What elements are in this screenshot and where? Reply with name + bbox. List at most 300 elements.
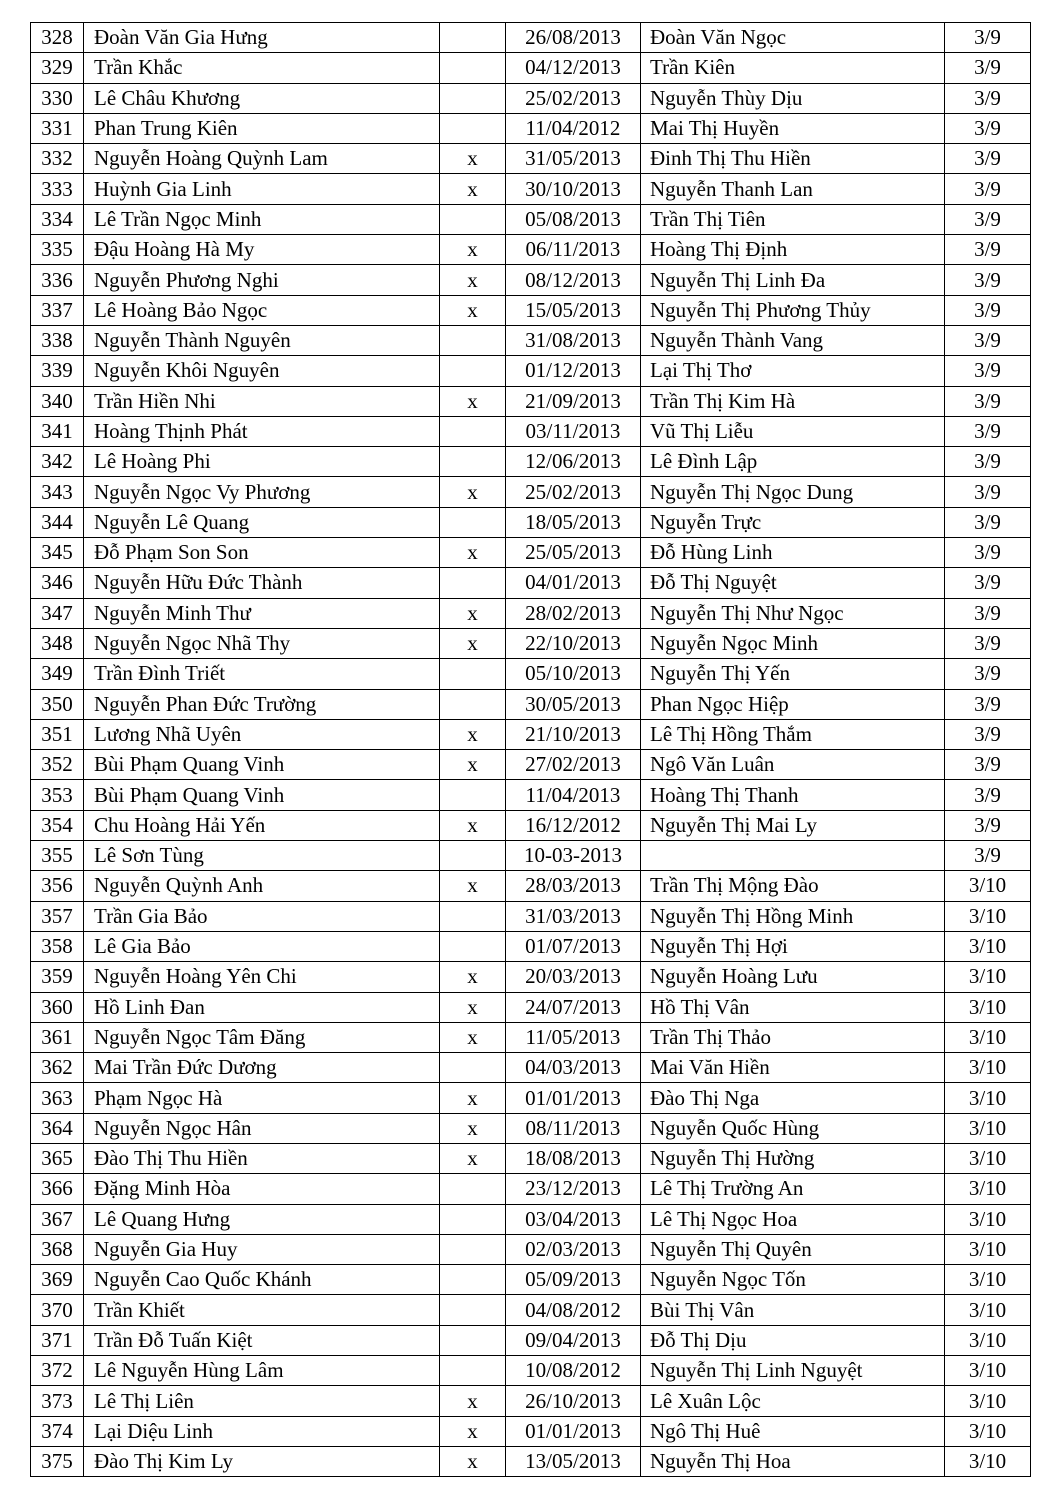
class-name-cell: 3/10 bbox=[945, 1386, 1031, 1416]
table-row bbox=[31, 416, 1031, 446]
birth-date-cell: 28/03/2013 bbox=[506, 871, 641, 901]
row-number-cell: 352 bbox=[31, 750, 84, 780]
class-name-cell: 3/9 bbox=[945, 507, 1031, 537]
female-mark-cell bbox=[440, 1204, 506, 1234]
table-row bbox=[31, 83, 1031, 113]
parent-name-cell: Lê Xuân Lộc bbox=[641, 1386, 945, 1416]
parent-name-cell: Nguyễn Thùy Dịu bbox=[641, 83, 945, 113]
female-mark-cell bbox=[440, 1325, 506, 1355]
parent-name-cell: Nguyễn Quốc Hùng bbox=[641, 1113, 945, 1143]
class-name-cell: 3/9 bbox=[945, 538, 1031, 568]
class-name-cell: 3/9 bbox=[945, 841, 1031, 871]
parent-name-cell: Nguyễn Thị Hường bbox=[641, 1143, 945, 1173]
table-row bbox=[31, 659, 1031, 689]
female-mark-cell bbox=[440, 53, 506, 83]
table-row bbox=[31, 23, 1031, 53]
row-number-cell: 354 bbox=[31, 810, 84, 840]
student-name-cell: Đậu Hoàng Hà My bbox=[84, 235, 440, 265]
student-name-cell: Nguyễn Thành Nguyên bbox=[84, 325, 440, 355]
class-name-cell: 3/9 bbox=[945, 386, 1031, 416]
student-name-cell: Lại Diệu Linh bbox=[84, 1416, 440, 1446]
class-name-cell: 3/9 bbox=[945, 568, 1031, 598]
parent-name-cell: Đào Thị Nga bbox=[641, 1083, 945, 1113]
student-name-cell: Lê Trần Ngọc Minh bbox=[84, 204, 440, 234]
female-mark-cell bbox=[440, 780, 506, 810]
parent-name-cell: Nguyễn Thị Như Ngọc bbox=[641, 598, 945, 628]
row-number-cell: 339 bbox=[31, 356, 84, 386]
parent-name-cell: Trần Thị Tiên bbox=[641, 204, 945, 234]
parent-name-cell: Ngô Thị Huê bbox=[641, 1416, 945, 1446]
class-name-cell: 3/10 bbox=[945, 871, 1031, 901]
female-mark-cell: x bbox=[440, 265, 506, 295]
birth-date-cell: 01/01/2013 bbox=[506, 1416, 641, 1446]
student-name-cell: Mai Trần Đức Dương bbox=[84, 1053, 440, 1083]
birth-date-cell: 16/12/2012 bbox=[506, 810, 641, 840]
class-name-cell: 3/9 bbox=[945, 83, 1031, 113]
parent-name-cell: Lê Thị Trường An bbox=[641, 1174, 945, 1204]
table-row bbox=[31, 1174, 1031, 1204]
table-row bbox=[31, 1325, 1031, 1355]
class-name-cell: 3/10 bbox=[945, 1113, 1031, 1143]
row-number-cell: 341 bbox=[31, 416, 84, 446]
class-name-cell: 3/10 bbox=[945, 1446, 1031, 1476]
parent-name-cell bbox=[641, 841, 945, 871]
birth-date-cell: 05/10/2013 bbox=[506, 659, 641, 689]
student-name-cell: Nguyễn Phan Đức Trường bbox=[84, 689, 440, 719]
student-name-cell: Nguyễn Hoàng Quỳnh Lam bbox=[84, 144, 440, 174]
row-number-cell: 375 bbox=[31, 1446, 84, 1476]
student-name-cell: Lê Thị Liên bbox=[84, 1386, 440, 1416]
row-number-cell: 337 bbox=[31, 295, 84, 325]
table-row bbox=[31, 1053, 1031, 1083]
row-number-cell: 336 bbox=[31, 265, 84, 295]
female-mark-cell: x bbox=[440, 235, 506, 265]
class-name-cell: 3/9 bbox=[945, 144, 1031, 174]
class-name-cell: 3/10 bbox=[945, 1143, 1031, 1173]
row-number-cell: 331 bbox=[31, 113, 84, 143]
birth-date-cell: 01/01/2013 bbox=[506, 1083, 641, 1113]
row-number-cell: 348 bbox=[31, 628, 84, 658]
female-mark-cell bbox=[440, 23, 506, 53]
student-name-cell: Nguyễn Khôi Nguyên bbox=[84, 356, 440, 386]
parent-name-cell: Nguyễn Trực bbox=[641, 507, 945, 537]
birth-date-cell: 12/06/2013 bbox=[506, 447, 641, 477]
table-row bbox=[31, 1295, 1031, 1325]
parent-name-cell: Nguyễn Thị Phương Thủy bbox=[641, 295, 945, 325]
student-name-cell: Nguyễn Lê Quang bbox=[84, 507, 440, 537]
female-mark-cell bbox=[440, 689, 506, 719]
class-name-cell: 3/10 bbox=[945, 1295, 1031, 1325]
table-row bbox=[31, 386, 1031, 416]
student-name-cell: Lê Châu Khương bbox=[84, 83, 440, 113]
student-name-cell: Đào Thị Thu Hiền bbox=[84, 1143, 440, 1173]
class-name-cell: 3/10 bbox=[945, 1325, 1031, 1355]
female-mark-cell bbox=[440, 1265, 506, 1295]
class-name-cell: 3/9 bbox=[945, 447, 1031, 477]
table-row bbox=[31, 53, 1031, 83]
row-number-cell: 330 bbox=[31, 83, 84, 113]
row-number-cell: 343 bbox=[31, 477, 84, 507]
student-name-cell: Hồ Linh Đan bbox=[84, 992, 440, 1022]
birth-date-cell: 31/03/2013 bbox=[506, 901, 641, 931]
student-table bbox=[30, 22, 1031, 1477]
student-table-body bbox=[31, 23, 1031, 1477]
row-number-cell: 372 bbox=[31, 1356, 84, 1386]
birth-date-cell: 06/11/2013 bbox=[506, 235, 641, 265]
female-mark-cell: x bbox=[440, 1143, 506, 1173]
table-row bbox=[31, 992, 1031, 1022]
birth-date-cell: 04/12/2013 bbox=[506, 53, 641, 83]
birth-date-cell: 04/01/2013 bbox=[506, 568, 641, 598]
birth-date-cell: 21/09/2013 bbox=[506, 386, 641, 416]
female-mark-cell: x bbox=[440, 598, 506, 628]
table-row bbox=[31, 1083, 1031, 1113]
row-number-cell: 367 bbox=[31, 1204, 84, 1234]
table-row bbox=[31, 841, 1031, 871]
female-mark-cell: x bbox=[440, 992, 506, 1022]
birth-date-cell: 24/07/2013 bbox=[506, 992, 641, 1022]
birth-date-cell: 04/08/2012 bbox=[506, 1295, 641, 1325]
class-name-cell: 3/10 bbox=[945, 1356, 1031, 1386]
row-number-cell: 370 bbox=[31, 1295, 84, 1325]
female-mark-cell bbox=[440, 325, 506, 355]
row-number-cell: 349 bbox=[31, 659, 84, 689]
class-name-cell: 3/9 bbox=[945, 23, 1031, 53]
parent-name-cell: Mai Thị Huyền bbox=[641, 113, 945, 143]
class-name-cell: 3/10 bbox=[945, 1053, 1031, 1083]
student-name-cell: Hoàng Thịnh Phát bbox=[84, 416, 440, 446]
student-name-cell: Lê Hoàng Phi bbox=[84, 447, 440, 477]
student-name-cell: Lê Sơn Tùng bbox=[84, 841, 440, 871]
table-row bbox=[31, 295, 1031, 325]
table-row bbox=[31, 325, 1031, 355]
row-number-cell: 361 bbox=[31, 1022, 84, 1052]
birth-date-cell: 10/08/2012 bbox=[506, 1356, 641, 1386]
parent-name-cell: Nguyễn Thị Ngọc Dung bbox=[641, 477, 945, 507]
female-mark-cell bbox=[440, 568, 506, 598]
birth-date-cell: 11/04/2012 bbox=[506, 113, 641, 143]
parent-name-cell: Nguyễn Thị Yến bbox=[641, 659, 945, 689]
birth-date-cell: 01/07/2013 bbox=[506, 931, 641, 961]
female-mark-cell: x bbox=[440, 719, 506, 749]
student-name-cell: Trần Gia Bảo bbox=[84, 901, 440, 931]
table-row bbox=[31, 1143, 1031, 1173]
class-name-cell: 3/9 bbox=[945, 325, 1031, 355]
table-row bbox=[31, 1386, 1031, 1416]
birth-date-cell: 04/03/2013 bbox=[506, 1053, 641, 1083]
class-name-cell: 3/10 bbox=[945, 1174, 1031, 1204]
student-name-cell: Nguyễn Ngọc Hân bbox=[84, 1113, 440, 1143]
row-number-cell: 346 bbox=[31, 568, 84, 598]
parent-name-cell: Trần Thị Kim Hà bbox=[641, 386, 945, 416]
student-name-cell: Nguyễn Quỳnh Anh bbox=[84, 871, 440, 901]
table-row bbox=[31, 507, 1031, 537]
row-number-cell: 335 bbox=[31, 235, 84, 265]
female-mark-cell: x bbox=[440, 295, 506, 325]
row-number-cell: 338 bbox=[31, 325, 84, 355]
row-number-cell: 355 bbox=[31, 841, 84, 871]
row-number-cell: 363 bbox=[31, 1083, 84, 1113]
female-mark-cell bbox=[440, 841, 506, 871]
row-number-cell: 368 bbox=[31, 1234, 84, 1264]
row-number-cell: 334 bbox=[31, 204, 84, 234]
parent-name-cell: Bùi Thị Vân bbox=[641, 1295, 945, 1325]
student-name-cell: Huỳnh Gia Linh bbox=[84, 174, 440, 204]
female-mark-cell: x bbox=[440, 538, 506, 568]
female-mark-cell: x bbox=[440, 962, 506, 992]
table-row bbox=[31, 144, 1031, 174]
female-mark-cell: x bbox=[440, 1386, 506, 1416]
parent-name-cell: Nguyễn Thị Linh Đa bbox=[641, 265, 945, 295]
birth-date-cell: 27/02/2013 bbox=[506, 750, 641, 780]
student-name-cell: Đoàn Văn Gia Hưng bbox=[84, 23, 440, 53]
class-name-cell: 3/10 bbox=[945, 931, 1031, 961]
student-name-cell: Đặng Minh Hòa bbox=[84, 1174, 440, 1204]
birth-date-cell: 22/10/2013 bbox=[506, 628, 641, 658]
birth-date-cell: 05/09/2013 bbox=[506, 1265, 641, 1295]
student-name-cell: Lê Quang Hưng bbox=[84, 1204, 440, 1234]
table-row bbox=[31, 447, 1031, 477]
female-mark-cell: x bbox=[440, 628, 506, 658]
birth-date-cell: 02/03/2013 bbox=[506, 1234, 641, 1264]
birth-date-cell: 21/10/2013 bbox=[506, 719, 641, 749]
table-row bbox=[31, 1204, 1031, 1234]
female-mark-cell: x bbox=[440, 174, 506, 204]
parent-name-cell: Ngô Văn Luân bbox=[641, 750, 945, 780]
class-name-cell: 3/9 bbox=[945, 810, 1031, 840]
class-name-cell: 3/9 bbox=[945, 356, 1031, 386]
table-row bbox=[31, 204, 1031, 234]
birth-date-cell: 13/05/2013 bbox=[506, 1446, 641, 1476]
student-name-cell: Lê Gia Bảo bbox=[84, 931, 440, 961]
row-number-cell: 351 bbox=[31, 719, 84, 749]
student-name-cell: Trần Đỗ Tuấn Kiệt bbox=[84, 1325, 440, 1355]
class-name-cell: 3/10 bbox=[945, 992, 1031, 1022]
row-number-cell: 373 bbox=[31, 1386, 84, 1416]
class-name-cell: 3/9 bbox=[945, 204, 1031, 234]
student-name-cell: Lê Hoàng Bảo Ngọc bbox=[84, 295, 440, 325]
female-mark-cell: x bbox=[440, 750, 506, 780]
female-mark-cell bbox=[440, 659, 506, 689]
class-name-cell: 3/10 bbox=[945, 1416, 1031, 1446]
row-number-cell: 371 bbox=[31, 1325, 84, 1355]
row-number-cell: 356 bbox=[31, 871, 84, 901]
table-row bbox=[31, 901, 1031, 931]
female-mark-cell: x bbox=[440, 1083, 506, 1113]
student-name-cell: Nguyễn Gia Huy bbox=[84, 1234, 440, 1264]
student-name-cell: Nguyễn Cao Quốc Khánh bbox=[84, 1265, 440, 1295]
female-mark-cell bbox=[440, 1295, 506, 1325]
birth-date-cell: 01/12/2013 bbox=[506, 356, 641, 386]
student-name-cell: Nguyễn Ngọc Nhã Thy bbox=[84, 628, 440, 658]
class-name-cell: 3/10 bbox=[945, 901, 1031, 931]
parent-name-cell: Lê Thị Hồng Thắm bbox=[641, 719, 945, 749]
table-row bbox=[31, 1416, 1031, 1446]
table-row bbox=[31, 477, 1031, 507]
female-mark-cell bbox=[440, 1174, 506, 1204]
birth-date-cell: 28/02/2013 bbox=[506, 598, 641, 628]
class-name-cell: 3/9 bbox=[945, 295, 1031, 325]
birth-date-cell: 25/05/2013 bbox=[506, 538, 641, 568]
class-name-cell: 3/9 bbox=[945, 53, 1031, 83]
table-row bbox=[31, 780, 1031, 810]
parent-name-cell: Trần Kiên bbox=[641, 53, 945, 83]
student-name-cell: Lương Nhã Uyên bbox=[84, 719, 440, 749]
row-number-cell: 374 bbox=[31, 1416, 84, 1446]
female-mark-cell bbox=[440, 416, 506, 446]
row-number-cell: 364 bbox=[31, 1113, 84, 1143]
female-mark-cell bbox=[440, 1234, 506, 1264]
birth-date-cell: 23/12/2013 bbox=[506, 1174, 641, 1204]
table-row bbox=[31, 689, 1031, 719]
birth-date-cell: 18/08/2013 bbox=[506, 1143, 641, 1173]
female-mark-cell: x bbox=[440, 1446, 506, 1476]
parent-name-cell: Trần Thị Thảo bbox=[641, 1022, 945, 1052]
birth-date-cell: 30/05/2013 bbox=[506, 689, 641, 719]
row-number-cell: 369 bbox=[31, 1265, 84, 1295]
female-mark-cell bbox=[440, 83, 506, 113]
student-name-cell: Phạm Ngọc Hà bbox=[84, 1083, 440, 1113]
parent-name-cell: Đoàn Văn Ngọc bbox=[641, 23, 945, 53]
female-mark-cell bbox=[440, 931, 506, 961]
table-row bbox=[31, 174, 1031, 204]
parent-name-cell: Nguyễn Thị Hoa bbox=[641, 1446, 945, 1476]
class-name-cell: 3/9 bbox=[945, 628, 1031, 658]
row-number-cell: 353 bbox=[31, 780, 84, 810]
parent-name-cell: Trần Thị Mộng Đào bbox=[641, 871, 945, 901]
female-mark-cell bbox=[440, 447, 506, 477]
female-mark-cell bbox=[440, 113, 506, 143]
row-number-cell: 347 bbox=[31, 598, 84, 628]
parent-name-cell: Lê Thị Ngọc Hoa bbox=[641, 1204, 945, 1234]
student-name-cell: Lê Nguyễn Hùng Lâm bbox=[84, 1356, 440, 1386]
class-name-cell: 3/10 bbox=[945, 1083, 1031, 1113]
student-name-cell: Nguyễn Ngọc Tâm Đăng bbox=[84, 1022, 440, 1052]
birth-date-cell: 10-03-2013 bbox=[506, 841, 641, 871]
parent-name-cell: Hoàng Thị Định bbox=[641, 235, 945, 265]
row-number-cell: 366 bbox=[31, 1174, 84, 1204]
student-name-cell: Đỗ Phạm Son Son bbox=[84, 538, 440, 568]
table-row bbox=[31, 1356, 1031, 1386]
parent-name-cell: Đinh Thị Thu Hiền bbox=[641, 144, 945, 174]
table-row bbox=[31, 962, 1031, 992]
table-row bbox=[31, 1113, 1031, 1143]
parent-name-cell: Nguyễn Thị Hồng Minh bbox=[641, 901, 945, 931]
class-name-cell: 3/9 bbox=[945, 659, 1031, 689]
birth-date-cell: 09/04/2013 bbox=[506, 1325, 641, 1355]
student-name-cell: Bùi Phạm Quang Vinh bbox=[84, 780, 440, 810]
student-name-cell: Bùi Phạm Quang Vinh bbox=[84, 750, 440, 780]
parent-name-cell: Nguyễn Ngọc Minh bbox=[641, 628, 945, 658]
table-row bbox=[31, 1446, 1031, 1476]
birth-date-cell: 03/04/2013 bbox=[506, 1204, 641, 1234]
birth-date-cell: 31/05/2013 bbox=[506, 144, 641, 174]
student-name-cell: Phan Trung Kiên bbox=[84, 113, 440, 143]
parent-name-cell: Nguyễn Thị Mai Ly bbox=[641, 810, 945, 840]
parent-name-cell: Đỗ Thị Nguyệt bbox=[641, 568, 945, 598]
row-number-cell: 365 bbox=[31, 1143, 84, 1173]
female-mark-cell bbox=[440, 204, 506, 234]
class-name-cell: 3/9 bbox=[945, 265, 1031, 295]
row-number-cell: 332 bbox=[31, 144, 84, 174]
birth-date-cell: 03/11/2013 bbox=[506, 416, 641, 446]
class-name-cell: 3/9 bbox=[945, 174, 1031, 204]
class-name-cell: 3/10 bbox=[945, 962, 1031, 992]
birth-date-cell: 11/05/2013 bbox=[506, 1022, 641, 1052]
student-name-cell: Nguyễn Hoàng Yên Chi bbox=[84, 962, 440, 992]
student-name-cell: Trần Khắc bbox=[84, 53, 440, 83]
parent-name-cell: Hoàng Thị Thanh bbox=[641, 780, 945, 810]
table-row bbox=[31, 1022, 1031, 1052]
parent-name-cell: Nguyễn Thị Quyên bbox=[641, 1234, 945, 1264]
student-list-page bbox=[30, 22, 1031, 1477]
table-row bbox=[31, 750, 1031, 780]
table-row bbox=[31, 568, 1031, 598]
row-number-cell: 342 bbox=[31, 447, 84, 477]
student-name-cell: Nguyễn Ngọc Vy Phương bbox=[84, 477, 440, 507]
parent-name-cell: Đỗ Thị Dịu bbox=[641, 1325, 945, 1355]
table-row bbox=[31, 265, 1031, 295]
parent-name-cell: Phan Ngọc Hiệp bbox=[641, 689, 945, 719]
table-row bbox=[31, 113, 1031, 143]
birth-date-cell: 25/02/2013 bbox=[506, 83, 641, 113]
class-name-cell: 3/9 bbox=[945, 477, 1031, 507]
parent-name-cell: Lê Đình Lập bbox=[641, 447, 945, 477]
female-mark-cell: x bbox=[440, 810, 506, 840]
class-name-cell: 3/9 bbox=[945, 598, 1031, 628]
parent-name-cell: Mai Văn Hiền bbox=[641, 1053, 945, 1083]
birth-date-cell: 20/03/2013 bbox=[506, 962, 641, 992]
table-row bbox=[31, 598, 1031, 628]
row-number-cell: 344 bbox=[31, 507, 84, 537]
row-number-cell: 350 bbox=[31, 689, 84, 719]
birth-date-cell: 30/10/2013 bbox=[506, 174, 641, 204]
birth-date-cell: 25/02/2013 bbox=[506, 477, 641, 507]
class-name-cell: 3/9 bbox=[945, 780, 1031, 810]
row-number-cell: 360 bbox=[31, 992, 84, 1022]
class-name-cell: 3/9 bbox=[945, 416, 1031, 446]
birth-date-cell: 15/05/2013 bbox=[506, 295, 641, 325]
female-mark-cell: x bbox=[440, 477, 506, 507]
parent-name-cell: Vũ Thị Liễu bbox=[641, 416, 945, 446]
female-mark-cell bbox=[440, 1053, 506, 1083]
birth-date-cell: 31/08/2013 bbox=[506, 325, 641, 355]
student-name-cell: Trần Hiền Nhi bbox=[84, 386, 440, 416]
class-name-cell: 3/10 bbox=[945, 1265, 1031, 1295]
class-name-cell: 3/9 bbox=[945, 750, 1031, 780]
table-row bbox=[31, 538, 1031, 568]
table-row bbox=[31, 931, 1031, 961]
class-name-cell: 3/10 bbox=[945, 1234, 1031, 1264]
table-row bbox=[31, 1234, 1031, 1264]
female-mark-cell: x bbox=[440, 144, 506, 174]
student-name-cell: Trần Đình Triết bbox=[84, 659, 440, 689]
parent-name-cell: Nguyễn Thị Linh Nguyệt bbox=[641, 1356, 945, 1386]
birth-date-cell: 11/04/2013 bbox=[506, 780, 641, 810]
female-mark-cell bbox=[440, 507, 506, 537]
table-row bbox=[31, 356, 1031, 386]
row-number-cell: 358 bbox=[31, 931, 84, 961]
student-name-cell: Trần Khiết bbox=[84, 1295, 440, 1325]
student-name-cell: Chu Hoàng Hải Yến bbox=[84, 810, 440, 840]
female-mark-cell bbox=[440, 901, 506, 931]
student-name-cell: Đào Thị Kim Ly bbox=[84, 1446, 440, 1476]
parent-name-cell: Nguyễn Thị Hợi bbox=[641, 931, 945, 961]
table-row bbox=[31, 871, 1031, 901]
female-mark-cell bbox=[440, 356, 506, 386]
female-mark-cell: x bbox=[440, 386, 506, 416]
class-name-cell: 3/9 bbox=[945, 235, 1031, 265]
